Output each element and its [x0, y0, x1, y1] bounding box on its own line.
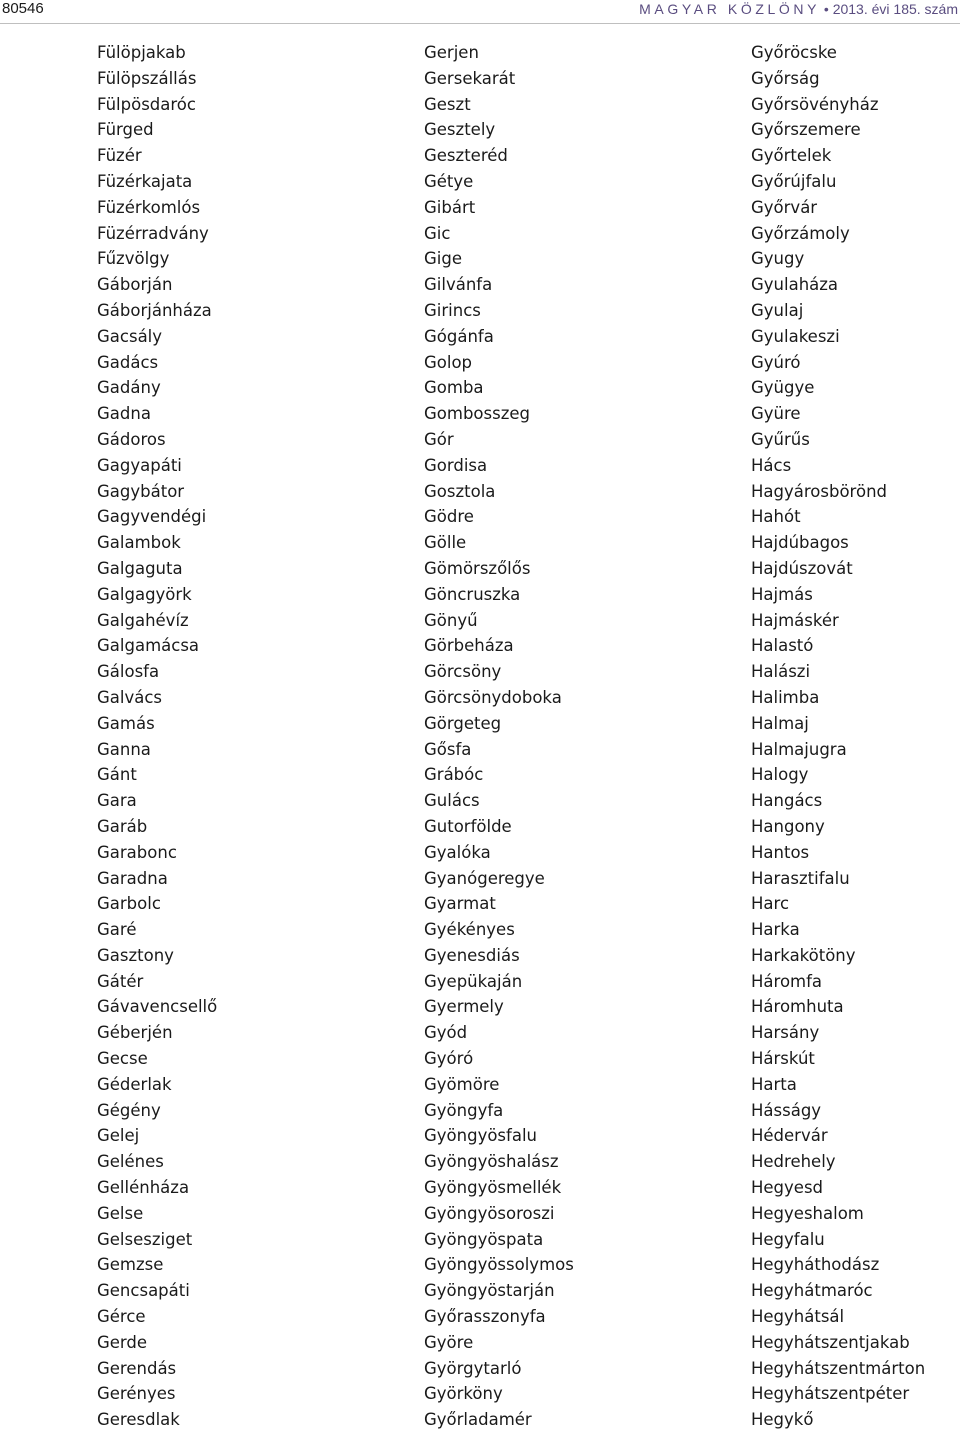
list-item: Gagyapáti	[97, 455, 182, 475]
list-item: Ganna	[97, 739, 151, 759]
list-item: Gősfa	[424, 739, 472, 759]
list-item: Garbolc	[97, 894, 161, 914]
list-item: Gönyű	[424, 610, 478, 630]
list-item: Gömörszőlős	[424, 558, 531, 578]
list-item: Gelse	[97, 1203, 144, 1223]
list-item: Gerde	[97, 1332, 148, 1352]
list-item: Gyöngyöspata	[424, 1229, 544, 1249]
list-item: Gutorfölde	[424, 816, 512, 836]
list-item: Harc	[751, 894, 790, 914]
list-item: Gödre	[424, 507, 474, 527]
list-item: Gór	[424, 429, 454, 449]
list-item: Garadna	[97, 868, 168, 888]
list-item: Garabonc	[97, 842, 177, 862]
list-item: Gelénes	[97, 1152, 164, 1172]
list-item: Gyulaháza	[751, 275, 839, 295]
list-item: Geszt	[424, 94, 471, 114]
header-rule	[0, 23, 960, 24]
list-item: Gyügye	[751, 378, 815, 398]
issue-label: 2013. évi 185. szám	[832, 1, 958, 17]
list-column-3	[751, 40, 925, 1433]
list-item: Győrújfalu	[751, 171, 837, 191]
list-column-1	[97, 40, 217, 1433]
list-item: Hegyhátszentjakab	[751, 1332, 910, 1352]
list-item: Gégény	[97, 1100, 161, 1120]
list-item: Gyóró	[424, 1049, 474, 1069]
list-item: Galgamácsa	[97, 636, 200, 656]
list-item: Füzérkajata	[97, 171, 193, 191]
list-item: Hajdúszovát	[751, 558, 853, 578]
list-item: Gecse	[97, 1049, 148, 1069]
list-item: Galgaguta	[97, 558, 183, 578]
list-item: Garé	[97, 920, 137, 940]
list-item: Gelsesziget	[97, 1229, 193, 1249]
header-separator: •	[823, 1, 829, 17]
list-item: Harta	[751, 1074, 797, 1094]
list-item: Hegyhátmaróc	[751, 1281, 873, 1301]
list-item: Galambok	[97, 533, 181, 553]
list-item: Galgahévíz	[97, 610, 189, 630]
list-item: Gyenesdiás	[424, 945, 520, 965]
list-item: Györköny	[424, 1384, 503, 1404]
list-item: Géderlak	[97, 1074, 172, 1094]
list-item: Halogy	[751, 765, 809, 785]
list-item: Gordisa	[424, 455, 488, 475]
list-item: Gyulakeszi	[751, 326, 840, 346]
list-item: Grábóc	[424, 765, 484, 785]
list-item: Gyöngyöstarján	[424, 1281, 555, 1301]
list-item: Fülöpjakab	[97, 43, 186, 62]
list-item: Gyugy	[751, 249, 805, 269]
list-item: Hegyesd	[751, 1178, 824, 1198]
list-item: Halmaj	[751, 713, 809, 733]
list-item: Gerényes	[97, 1384, 176, 1404]
list-item: Gyűrűs	[751, 429, 810, 449]
list-item: Hásságy	[751, 1100, 822, 1120]
list-item: Galgagyörk	[97, 584, 192, 604]
list-item: Girincs	[424, 300, 481, 320]
list-item: Galvács	[97, 687, 163, 707]
list-item: Hajmáskér	[751, 610, 839, 630]
list-item: Gyöngyöshalász	[424, 1152, 559, 1172]
list-item: Füzér	[97, 146, 142, 166]
list-item: Gánt	[97, 765, 137, 785]
list-item: Gyömöre	[424, 1074, 500, 1094]
list-item: Harasztifalu	[751, 868, 850, 888]
list-item: Hegyeshalom	[751, 1203, 864, 1223]
list-item: Hantos	[751, 842, 810, 862]
list-item: Háromfa	[751, 971, 823, 991]
list-item: Győrladamér	[424, 1410, 532, 1430]
list-item: Görgeteg	[424, 713, 502, 733]
list-item: Hegyhátszentpéter	[751, 1384, 910, 1404]
list-item: Fülöpszállás	[97, 68, 197, 88]
list-item: Gilvánfa	[424, 275, 493, 295]
list-item: Győrsövényház	[751, 94, 879, 114]
list-item: Gyulaj	[751, 300, 804, 320]
list-item: Füzérradvány	[97, 223, 209, 243]
list-item: Gerendás	[97, 1358, 177, 1378]
list-item: Géberjén	[97, 1023, 173, 1043]
list-item: Hangony	[751, 816, 825, 836]
list-item: Gyermely	[424, 997, 504, 1017]
list-item: Gávavencsellő	[97, 997, 218, 1017]
list-item: Hedrehely	[751, 1152, 836, 1172]
page-number: 80546	[2, 0, 44, 17]
list-item: Gölle	[424, 533, 467, 553]
list-item: Gagyvendégi	[97, 507, 207, 527]
list-item: Gombosszeg	[424, 404, 531, 424]
list-item: Gálosfa	[97, 662, 160, 682]
list-item: Gyöngyössolymos	[424, 1255, 574, 1275]
list-item: Gulács	[424, 791, 480, 811]
list-item: Gyarmat	[424, 894, 496, 914]
list-item: Gosztola	[424, 481, 496, 501]
list-item: Háromhuta	[751, 997, 844, 1017]
list-item: Hegyhátsál	[751, 1307, 845, 1327]
list-item: Hajdúbagos	[751, 533, 849, 553]
list-item: Gersekarát	[424, 68, 516, 88]
list-item: Gyód	[424, 1023, 468, 1043]
list-item: Halászi	[751, 662, 811, 682]
list-item: Gencsapáti	[97, 1281, 190, 1301]
list-item: Geszteréd	[424, 146, 508, 166]
list-item: Gesztely	[424, 120, 496, 140]
list-item: Gérce	[97, 1307, 146, 1327]
list-item: Hegyhátszentmárton	[751, 1358, 926, 1378]
list-item: Gemzse	[97, 1255, 164, 1275]
list-item: Görcsönydoboka	[424, 687, 562, 707]
list-item: Gadna	[97, 404, 151, 424]
list-item: Hagyárosbörönd	[751, 481, 887, 501]
list-item: Győrszemere	[751, 120, 861, 140]
list-item: Gara	[97, 791, 137, 811]
list-item: Györe	[424, 1332, 474, 1352]
list-item: Gyúró	[751, 352, 801, 372]
list-item: Gétye	[424, 171, 474, 191]
list-item: Hárskút	[751, 1049, 815, 1069]
list-item: Halastó	[751, 636, 814, 656]
journal-name: MAGYAR KÖZLÖNY	[639, 1, 821, 17]
list-item: Győrvár	[751, 197, 818, 217]
list-item: Gibárt	[424, 197, 476, 217]
list-item: Győrság	[751, 68, 820, 88]
list-item: Gáborján	[97, 275, 173, 295]
list-item: Gamás	[97, 713, 155, 733]
list-item: Györgytarló	[424, 1358, 522, 1378]
list-item: Győrasszonyfa	[424, 1307, 546, 1327]
list-item: Golop	[424, 352, 473, 372]
list-item: Gellénháza	[97, 1178, 190, 1198]
list-item: Halmajugra	[751, 739, 847, 759]
list-item: Gagybátor	[97, 481, 185, 501]
list-item: Harsány	[751, 1023, 820, 1043]
list-item: Hegyfalu	[751, 1229, 825, 1249]
list-item: Görcsöny	[424, 662, 502, 682]
list-item: Hegykő	[751, 1410, 814, 1430]
list-item: Hegyháthodász	[751, 1255, 880, 1275]
list-item: Harka	[751, 920, 800, 940]
list-item: Gyepükaján	[424, 971, 523, 991]
list-item: Gyöngyösfalu	[424, 1126, 537, 1146]
list-item: Harkakötöny	[751, 945, 856, 965]
list-item: Gyékényes	[424, 920, 515, 940]
list-item: Hangács	[751, 791, 823, 811]
list-item: Göncruszka	[424, 584, 521, 604]
list-item: Gyüre	[751, 404, 801, 424]
list-item: Gasztony	[97, 945, 174, 965]
list-item: Garáb	[97, 816, 148, 836]
list-item: Görbeháza	[424, 636, 514, 656]
list-item: Gyöngyfa	[424, 1100, 504, 1120]
list-item: Gerjen	[424, 43, 479, 62]
list-item: Gádoros	[97, 429, 166, 449]
list-item: Gadács	[97, 352, 159, 372]
list-item: Gige	[424, 249, 462, 269]
list-item: Füzérkomlós	[97, 197, 201, 217]
journal-title	[639, 0, 958, 18]
list-item: Halimba	[751, 687, 820, 707]
list-item: Gátér	[97, 971, 144, 991]
list-item: Hajmás	[751, 584, 813, 604]
list-item: Geresdlak	[97, 1410, 180, 1430]
list-item: Hács	[751, 455, 792, 475]
list-column-2	[424, 40, 574, 1433]
list-item: Gyöngyösmellék	[424, 1178, 562, 1198]
list-item: Gadány	[97, 378, 161, 398]
list-item: Gáborjánháza	[97, 300, 212, 320]
list-item: Gyalóka	[424, 842, 491, 862]
list-item: Gic	[424, 223, 451, 243]
list-item: Győrzámoly	[751, 223, 850, 243]
list-item: Győröcske	[751, 43, 837, 62]
list-item: Hahót	[751, 507, 801, 527]
list-item: Hédervár	[751, 1126, 828, 1146]
page-header	[0, 0, 960, 24]
list-item: Gyanógeregye	[424, 868, 545, 888]
list-item: Gyöngyösoroszi	[424, 1203, 555, 1223]
list-item: Fülpösdaróc	[97, 94, 196, 114]
list-item: Gelej	[97, 1126, 140, 1146]
list-item: Győrtelek	[751, 146, 832, 166]
list-item: Gógánfa	[424, 326, 494, 346]
list-item: Fűzvölgy	[97, 249, 170, 269]
list-item: Fürged	[97, 120, 154, 140]
list-item: Gacsály	[97, 326, 163, 346]
list-item: Gomba	[424, 378, 484, 398]
